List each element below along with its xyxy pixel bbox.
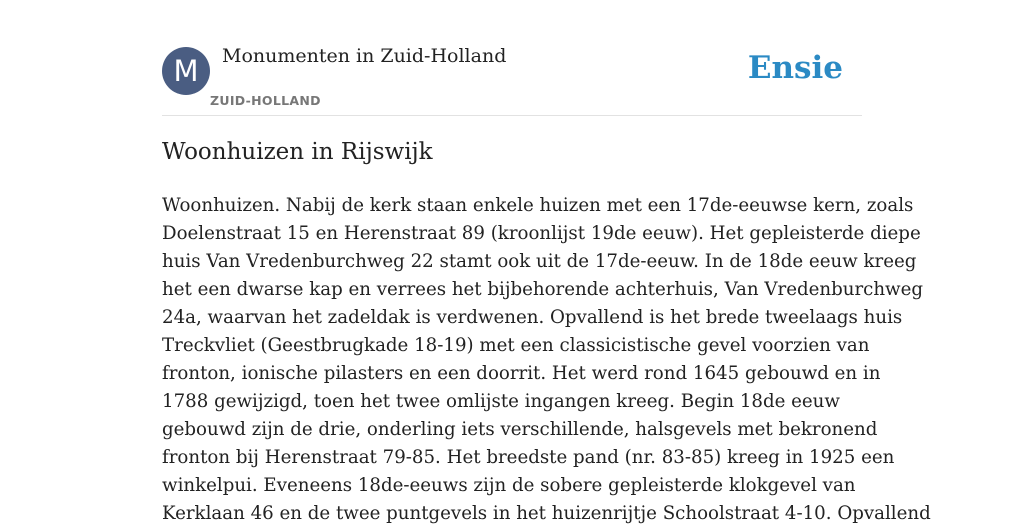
article-line: het een dwarse kap en verrees het bijbehorende achterhuis, Van Vredenburchweg [162, 279, 924, 300]
collection-avatar[interactable]: M [162, 47, 210, 95]
article-line: fronton bij Herenstraat 79-85. Het breedste pand (nr. 83-85) kreeg in 1925 een [162, 447, 895, 468]
article-line: Doelenstraat 15 en Herenstraat 89 (kroonlijst 19de eeuw). Het gepleisterde diepe [162, 223, 921, 244]
article-line: Woonhuizen. Nabij de kerk staan enkele huizen met een 17de-eeuwse kern, zoals [162, 195, 914, 216]
article-line: 1788 gewijzigd, toen het twee omlijste ingangen kreeg. Begin 18de eeuw [162, 391, 840, 412]
collection-title[interactable]: Monumenten in Zuid-Holland [222, 45, 507, 67]
brand-logo[interactable]: Ensie [747, 50, 843, 86]
article-title: Woonhuizen in Rijswijk [162, 139, 433, 165]
collection-subtitle[interactable]: ZUID-HOLLAND [210, 93, 321, 108]
article-line: winkelpui. Eveneens 18de-eeuws zijn de sobere gepleisterde klokgevel van [162, 475, 856, 496]
article-body [162, 192, 931, 528]
article-line: gebouwd zijn de drie, onderling iets verschillende, halsgevels met bekronend [162, 419, 878, 440]
article-line: Treckvliet (Geestbrugkade 18-19) met een classicistische gevel voorzien van [162, 335, 870, 356]
article-line: Kerklaan 46 en de twee puntgevels in het huizenrijtje Schoolstraat 4-10. Opvallend [162, 503, 931, 524]
article-line: huis Van Vredenburchweg 22 stamt ook uit de 17de-eeuw. In de 18de eeuw kreeg [162, 251, 917, 272]
article-line: 24a, waarvan het zadeldak is verdwenen. Opvallend is het brede tweelaags huis [162, 307, 903, 328]
header-divider [162, 115, 862, 116]
article-line: fronton, ionische pilasters en een doorrit. Het werd rond 1645 gebouwd en in [162, 363, 881, 384]
